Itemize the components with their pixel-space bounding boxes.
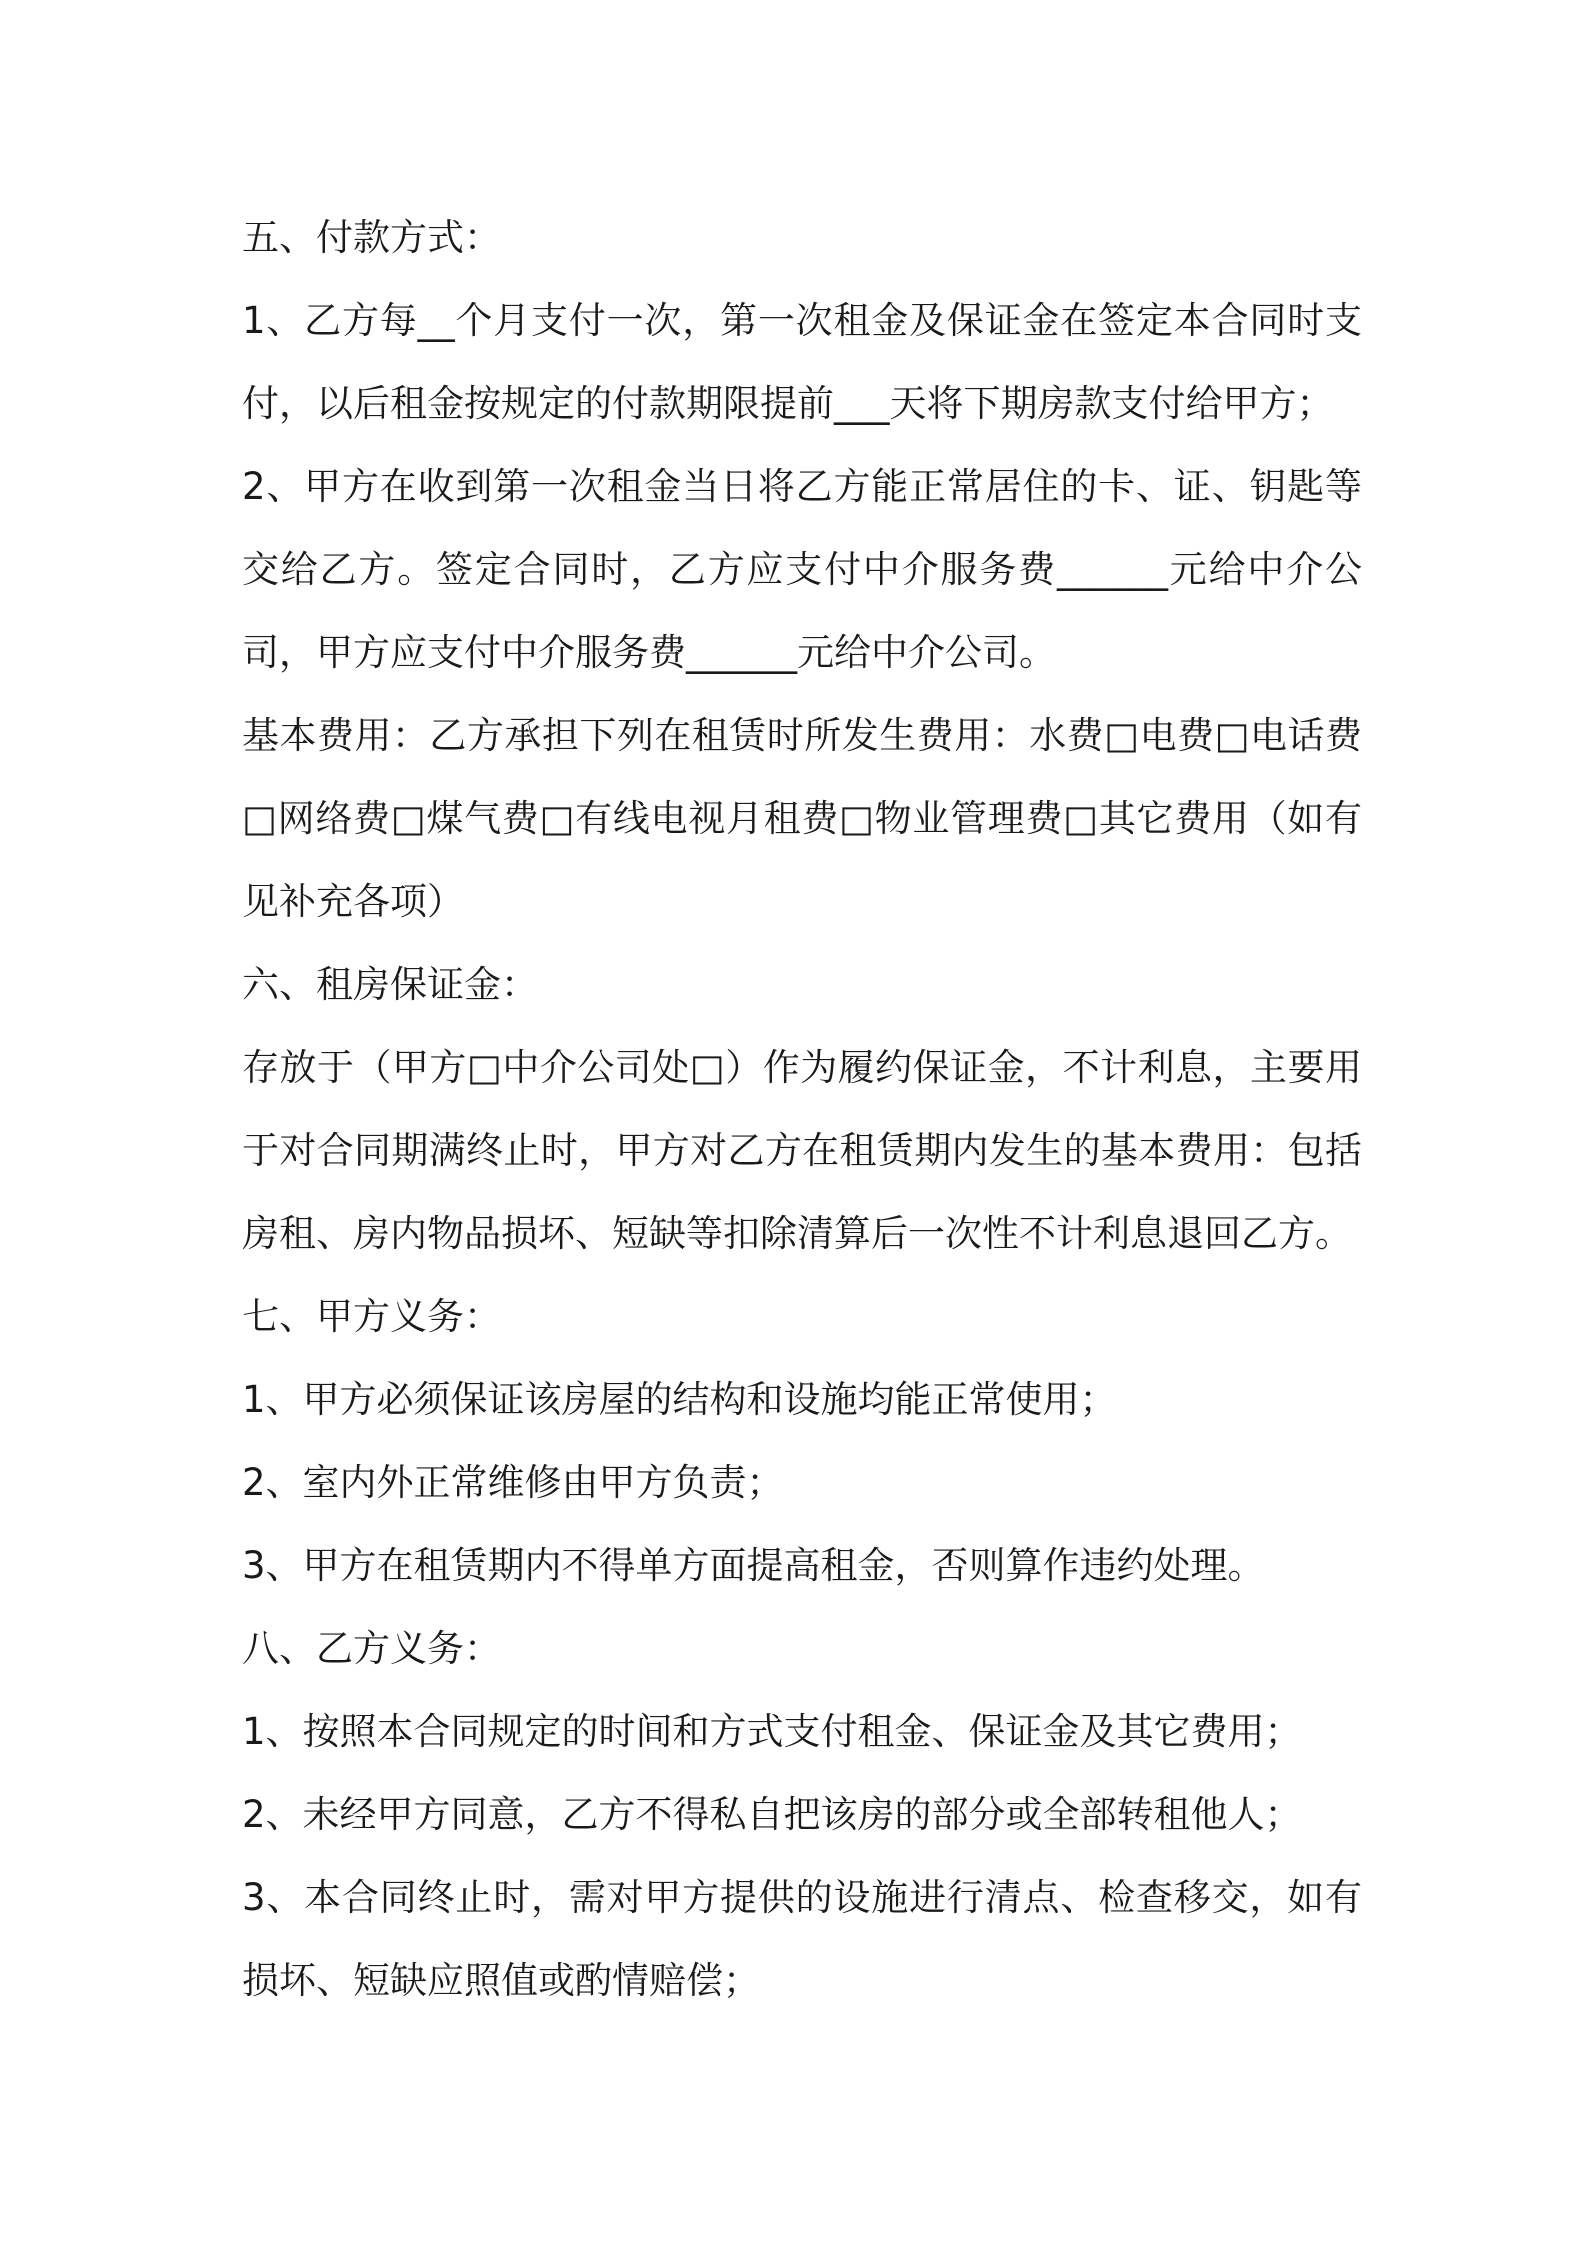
section-heading-deposit: 六、租房保证金： — [242, 963, 538, 1006]
party-b-clause-2: 2、未经甲方同意，乙方不得私自把该房的部分或全部转租他人； — [242, 1793, 1302, 1836]
payment-clause-2: 2、甲方在收到第一次租金当日将乙方能正常居住的卡、证、钥匙等交给乙方。签定合同时，乙方应支付中介服务费______元给中介公司，甲方应支付中介服务费______元给中介公司。 — [242, 465, 1362, 674]
party-b-clause-3: 3、本合同终止时，需对甲方提供的设施进行清点、检查移交，如有损坏、短缺应照值或酌情赔偿； — [242, 1876, 1362, 2002]
party-a-clause-1: 1、甲方必须保证该房屋的结构和设施均能正常使用； — [242, 1378, 1117, 1421]
payment-clause-1: 1、乙方每__个月支付一次，第一次租金及保证金在签定本合同时支付，以后租金按规定的付款期限提前___天将下期房款支付给甲方； — [242, 299, 1362, 425]
section-heading-party-a: 七、甲方义务： — [242, 1295, 501, 1338]
party-a-clause-3: 3、甲方在租赁期内不得单方面提高租金，否则算作违约处理。 — [242, 1544, 1265, 1587]
document-page — [242, 196, 1362, 2022]
party-b-clause-1: 1、按照本合同规定的时间和方式支付租金、保证金及其它费用； — [242, 1710, 1302, 1753]
party-a-clause-2: 2、室内外正常维修由甲方负责； — [242, 1461, 784, 1504]
deposit-clause: 存放于（甲方□中介公司处□）作为履约保证金，不计利息，主要用于对合同期满终止时，甲方对乙方在租赁期内发生的基本费用：包括房租、房内物品损坏、短缺等扣除清算后一次性不计利息退回乙方。 — [242, 1046, 1362, 1255]
section-heading-payment: 五、付款方式： — [242, 216, 501, 259]
section-heading-party-b: 八、乙方义务： — [242, 1627, 501, 1670]
basic-fees-clause: 基本费用：乙方承担下列在租赁时所发生费用：水费□电费□电话费□网络费□煤气费□有线电视月租费□物业管理费□其它费用（如有见补充各项） — [242, 714, 1362, 923]
